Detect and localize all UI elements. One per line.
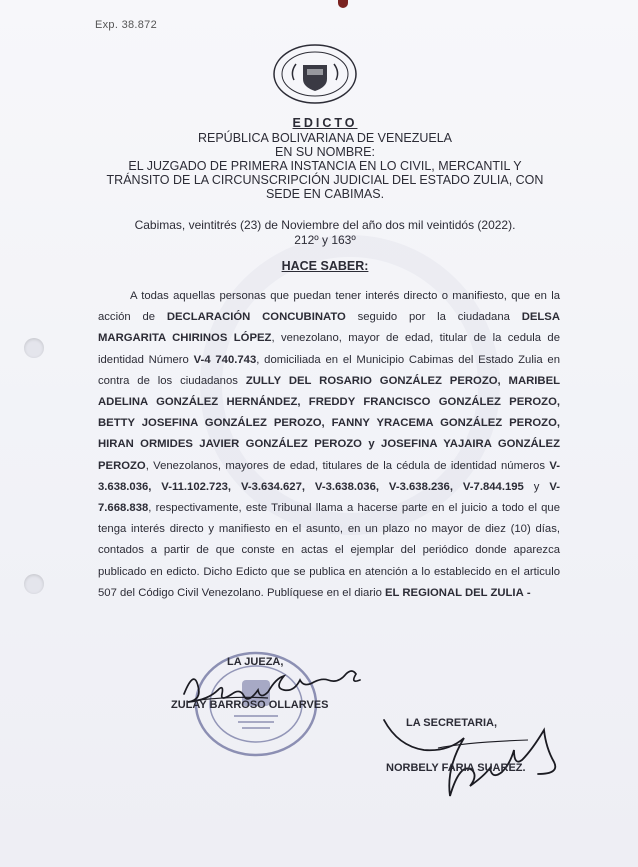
body-text: - [526, 586, 531, 599]
secretaria-title: LA SECRETARIA, [406, 717, 498, 729]
defendant-id-final: V-7.668.838 [98, 480, 561, 515]
date-line: Cabimas, veintitrés (23) de Noviembre del año dos mil veintidós (2022). [134, 218, 516, 232]
ink-stain [338, 0, 348, 8]
body-text: , domiciliada en el Municipio Cabimas del Estado Zulia en contra de los ciudadanos [98, 353, 560, 387]
edicto-title: EDICTO [292, 116, 358, 130]
punch-hole-bottom [24, 574, 44, 594]
accion-type: DECLARACIÓN CONCUBINATO [166, 311, 346, 324]
newspaper-name: EL REGIONAL DEL ZULIA [385, 586, 524, 599]
juzgado-heading-line-3: SEDE EN CABIMAS. [265, 187, 385, 201]
defendant-ids: V-3.638.036, V-11.102.723, V-3.634.627, V-3.638.036, V-3.638.236, V-7.844.195 [98, 459, 560, 493]
hace-saber-heading: HACE SABER: [281, 259, 369, 273]
defendant-names: ZULLY DEL ROSARIO GONZÁLEZ PEROZO, MARIBEL ADELINA GONZÁLEZ HERNÁNDEZ, FREDDY FRANCISCO GONZÁLEZ PEROZO, BETTY JOSEFINA GONZÁLEZ PEROZO, FANNY YRACEMA GONZÁLEZ PEROZO, HIRAN ORMIDES JAVIER GONZÁLEZ PEROZO [98, 374, 561, 451]
secretaria-signature-icon [378, 690, 588, 800]
body-text: , Venezolanos, mayores de edad, titulares de la cédula de identidad números [145, 459, 545, 472]
years-line: 212º y 163º [294, 233, 356, 247]
juzgado-heading-line-1: EL JUZGADO DE PRIMERA INSTANCIA EN LO CIVIL, MERCANTIL Y [128, 159, 522, 173]
en-su-nombre-heading: EN SU NOMBRE: [274, 145, 375, 159]
jueza-name: ZULAY BARROSO OLLARVES [171, 699, 329, 711]
body-text: , respectivamente, este Tribunal llama a hacerse parte en el juicio a todo el que tenga interés directo y manifiesto en el asunto, en un plazo no mayor de diez (10) días, contados a partir de que conste en actas el ejemplar del periódico donde aparezca publicado en edicto. Dicho Edicto que se publica en atención a lo establecido en el articulo 507 del Código Civil Venezolano. Publíquese en el diario [98, 502, 560, 599]
punch-hole-top [24, 338, 44, 358]
plaintiff-id: V-4 740.743 [193, 353, 257, 366]
defendant-name-final: JOSEFINA YAJAIRA GONZÁLEZ PEROZO [98, 438, 560, 472]
body-text: y [533, 480, 540, 493]
juzgado-heading-line-2: TRÁNSITO DE LA CIRCUNSCRIPCIÓN JUDICIAL DEL ESTADO ZULIA, CON [106, 173, 544, 187]
jueza-title: LA JUEZA, [227, 656, 284, 668]
court-seal-icon [272, 43, 358, 105]
edict-body [98, 286, 560, 604]
body-text: seguido por la ciudadana [357, 311, 510, 324]
body-text: , venezolano, mayor de edad, titular de la cedula de identidad Número [98, 332, 560, 366]
republica-heading: REPÚBLICA BOLIVARIANA DE VENEZUELA [197, 131, 453, 145]
plaintiff-name: DELSA MARGARITA CHIRINOS LÓPEZ [98, 311, 560, 345]
case-number: Exp. 38.872 [95, 19, 158, 31]
secretaria-name: NORBELY FARIA SUAREZ. [386, 762, 526, 774]
body-text: A todas aquellas personas que puedan tener interés directo o manifiesto, que en la acción de [98, 290, 560, 324]
body-text: y [368, 438, 375, 451]
